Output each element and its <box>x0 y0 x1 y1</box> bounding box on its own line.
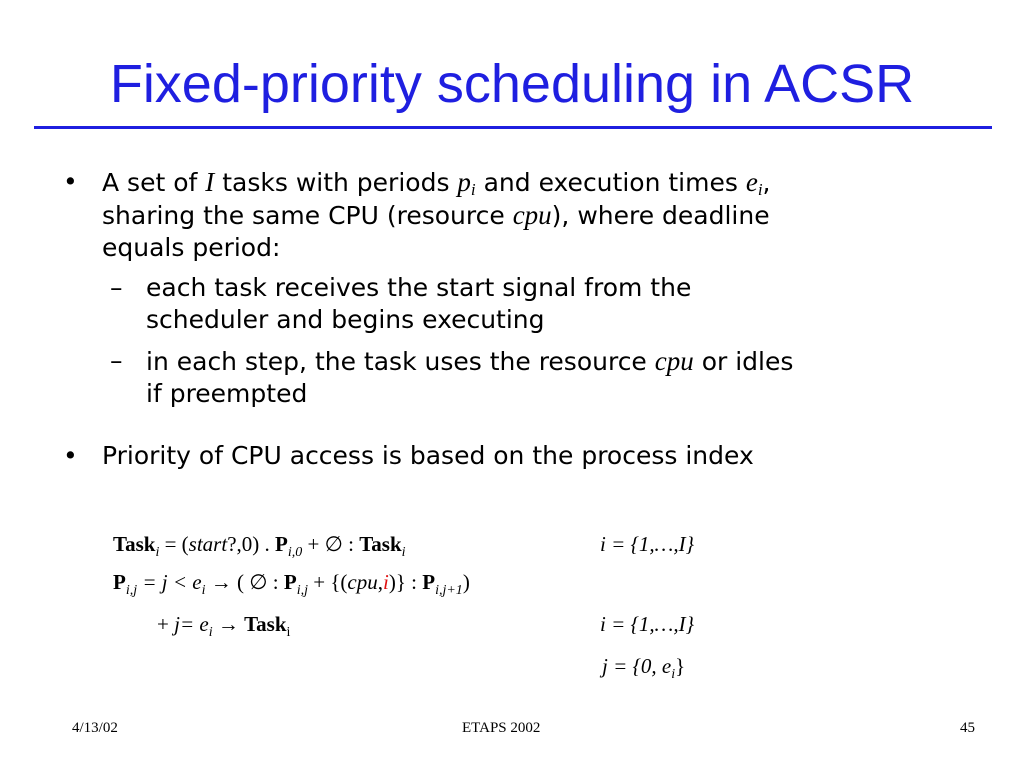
footer-date: 4/13/02 <box>72 720 118 736</box>
bullet-1-line-1: A set of I tasks with periods pi and execution times ei, <box>102 167 771 199</box>
bullet-1-line-3: equals period: <box>102 233 281 262</box>
sub-bullet-1: – each task receives the start signal from the scheduler and begins executing <box>110 273 692 334</box>
footer-page-number: 45 <box>960 720 975 736</box>
bullet-marker: • <box>63 167 78 196</box>
title-divider <box>34 126 992 129</box>
dash-marker: – <box>110 273 123 302</box>
formula-range-i: i = {1,…,I} <box>600 532 694 556</box>
dash-marker: – <box>110 346 123 375</box>
footer-event: ETAPS 2002 <box>462 720 541 736</box>
slide-title: Fixed-priority scheduling in ACSR <box>109 54 915 114</box>
formula-range-j: j = {0, $e_i$} <box>602 654 686 682</box>
sub-bullet-2: – in each step, the task uses the resource cpu or idles if preempted <box>110 346 794 408</box>
bullet-1-line-2: sharing the same CPU (resource cpu), where deadline <box>102 200 770 230</box>
formula-task-definition: Task$_i$ = (start?,0) . $P_{i,0}$ + ∅ : Task$_i$ <box>113 532 406 560</box>
formula-process-definition: $P_{i,j} = j < e_i$ → ( ∅ : $P_{i,j} + \{(cpu,i)\}$ : $P_{i,j+1}$) <box>113 570 470 598</box>
formula-range-i-2: i = {1,…,I} <box>600 612 694 636</box>
bullet-2: • Priority of CPU access is based on the process index <box>63 441 754 470</box>
bullet-1 <box>63 166 771 264</box>
formula-completion: + $j= e_i$ → Task$_i$ <box>157 612 291 640</box>
bullet-marker: • <box>63 441 78 470</box>
